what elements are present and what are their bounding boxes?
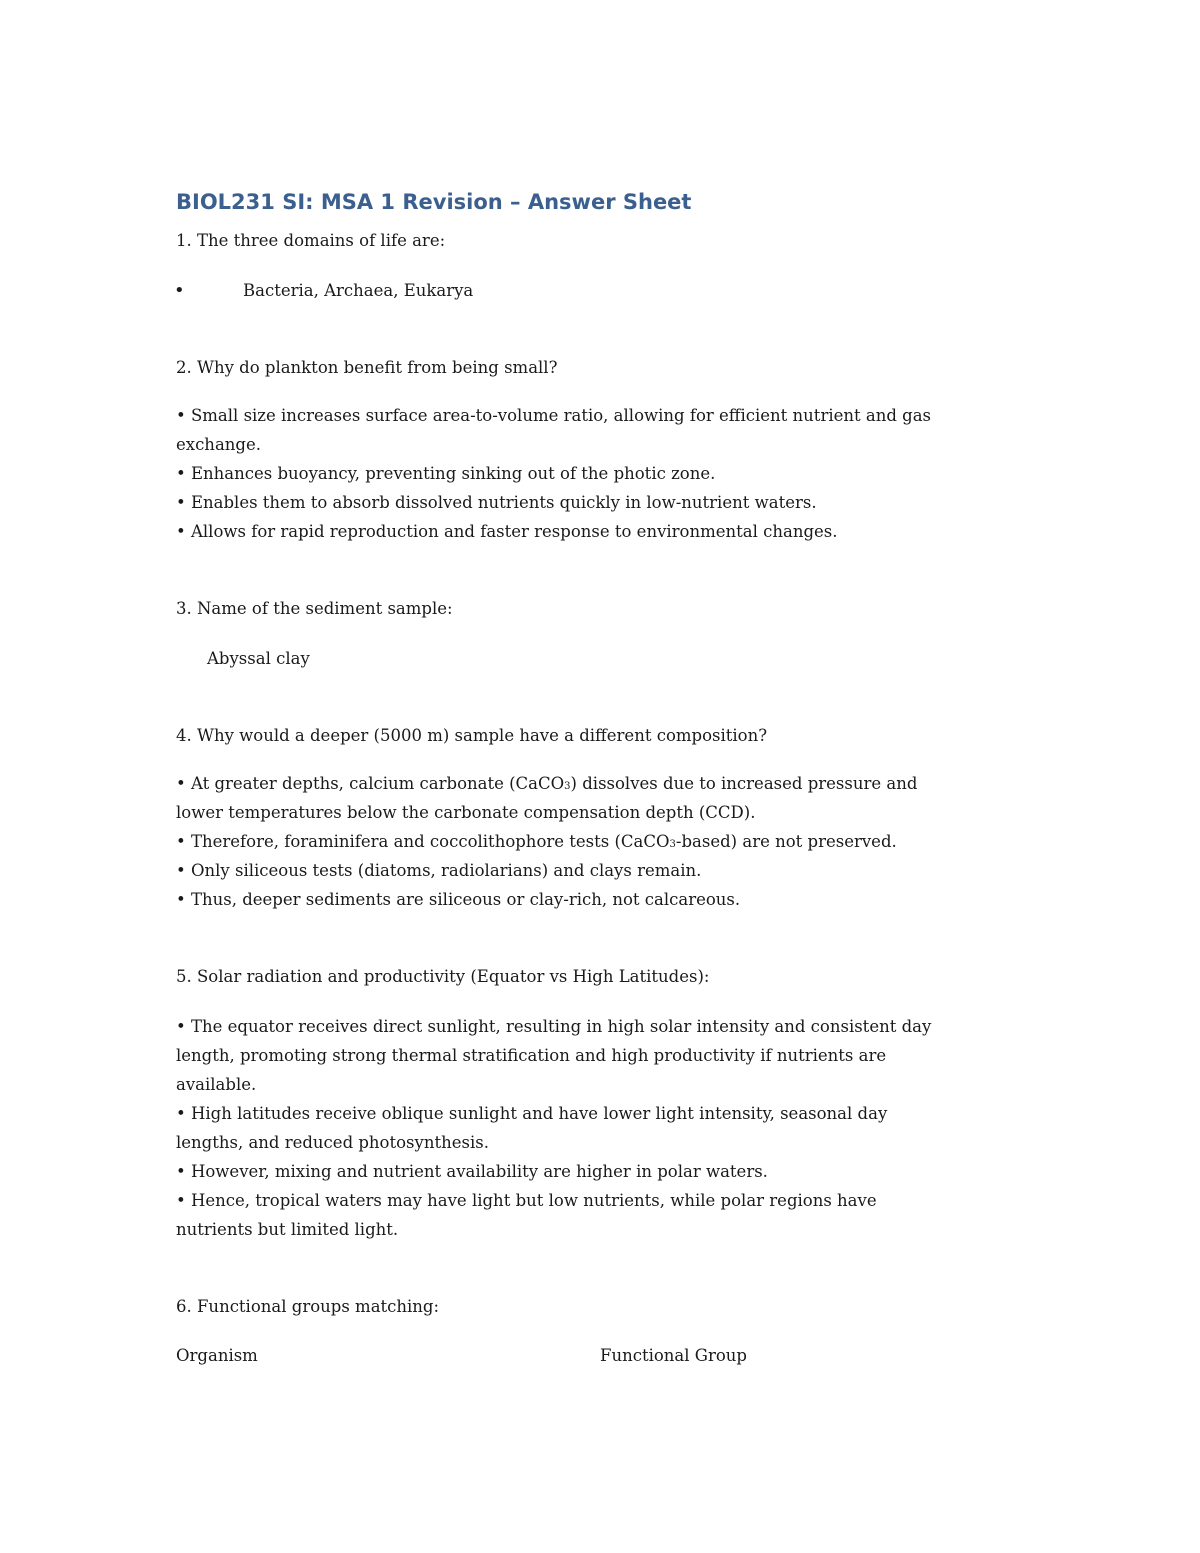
answer-5-line: nutrients but limited light. xyxy=(176,1220,399,1239)
answer-2-line: • Small size increases surface area-to-volume ratio, allowing for efficient nutrient and gas xyxy=(176,406,932,425)
subscript-3: 3 xyxy=(564,781,571,792)
answer-5-line: lengths, and reduced photosynthesis. xyxy=(176,1133,489,1152)
bullet-icon: • xyxy=(174,280,185,301)
answer-4-line xyxy=(176,769,917,801)
answer-5-line: • The equator receives direct sunlight, resulting in high solar intensity and consistent day xyxy=(176,1017,932,1036)
question-3: 3. Name of the sediment sample: xyxy=(176,599,453,618)
table-header-organism: Organism xyxy=(176,1346,258,1365)
answer-4-text: ) dissolves due to increased pressure and xyxy=(570,774,918,793)
answer-4-text: • At greater depths, calcium carbonate (CaCO xyxy=(176,774,565,793)
answer-4-line xyxy=(176,827,897,859)
answer-4-line: • Thus, deeper sediments are siliceous or clay-rich, not calcareous. xyxy=(176,890,741,909)
answer-5-line: • Hence, tropical waters may have light but low nutrients, while polar regions have xyxy=(176,1191,877,1210)
answer-2-line: exchange. xyxy=(176,435,261,454)
answer-1: Bacteria, Archaea, Eukarya xyxy=(243,281,474,300)
subscript-3: 3 xyxy=(669,839,676,850)
table-header-functional-group: Functional Group xyxy=(600,1346,747,1365)
answer-5-line: length, promoting strong thermal stratification and high productivity if nutrients are xyxy=(176,1046,887,1065)
answer-2-line: • Allows for rapid reproduction and faster response to environmental changes. xyxy=(176,522,838,541)
answer-3: Abyssal clay xyxy=(207,649,310,668)
question-6: 6. Functional groups matching: xyxy=(176,1297,440,1316)
answer-5-line: • High latitudes receive oblique sunlight and have lower light intensity, seasonal day xyxy=(176,1104,888,1123)
question-1: 1. The three domains of life are: xyxy=(176,231,446,250)
page-title: BIOL231 SI: MSA 1 Revision – Answer Sheet xyxy=(176,190,692,214)
answer-4-line: lower temperatures below the carbonate compensation depth (CCD). xyxy=(176,803,756,822)
answer-4-text: • Therefore, foraminifera and coccolithophore tests (CaCO xyxy=(176,832,670,851)
question-2: 2. Why do plankton benefit from being small? xyxy=(176,358,558,377)
question-5: 5. Solar radiation and productivity (Equator vs High Latitudes): xyxy=(176,967,710,986)
answer-2-line: • Enhances buoyancy, preventing sinking out of the photic zone. xyxy=(176,464,716,483)
answer-5-line: available. xyxy=(176,1075,257,1094)
answer-4-text: -based) are not preserved. xyxy=(675,832,897,851)
answer-2-line: • Enables them to absorb dissolved nutrients quickly in low-nutrient waters. xyxy=(176,493,817,512)
question-4: 4. Why would a deeper (5000 m) sample have a different composition? xyxy=(176,726,768,745)
answer-4-line: • Only siliceous tests (diatoms, radiolarians) and clays remain. xyxy=(176,861,702,880)
answer-5-line: • However, mixing and nutrient availability are higher in polar waters. xyxy=(176,1162,768,1181)
